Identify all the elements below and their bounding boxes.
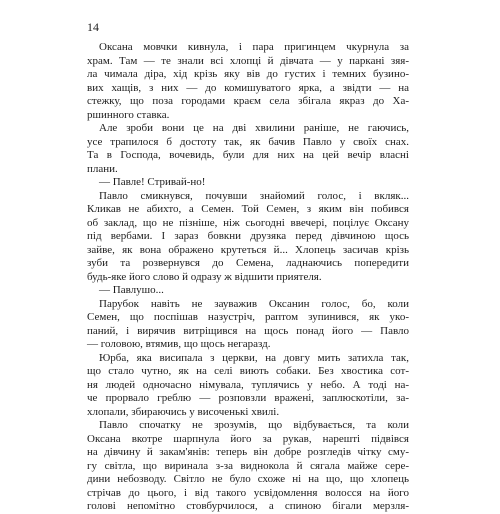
text-line: плани. xyxy=(87,162,118,175)
paragraph xyxy=(87,41,409,122)
text-line: хлопали, збираючись у височенькі хвилі. xyxy=(87,405,280,418)
text-line: — головою, втямив, що щось негаразд. xyxy=(87,338,271,350)
paragraph xyxy=(87,352,409,420)
text-line: — Павлушо... xyxy=(99,284,164,296)
text-line: Та в Господа, вочевидь, були для них на цей вечір власні xyxy=(87,149,409,161)
text-line: що стало чутно, як на селі виють собаки. Без хвостика сот- xyxy=(87,365,409,377)
page-number: 14 xyxy=(87,20,99,34)
paragraph xyxy=(87,190,409,285)
text-line: паний, і вирячив витріщився на щось понад його — Павло xyxy=(87,324,409,337)
text-line: голові непомітно стовбурчилося, а спиною бігали мерзля- xyxy=(87,500,409,512)
text-line: Павло смикнувся, почувши знайомий голос, і вкляк... xyxy=(99,189,409,202)
text-line: храм. Там — те знали всі хлопці й дівчата — у паркані зяя- xyxy=(87,54,409,67)
text-line: че прорвало греблю — розповзли вражені, заплюскотіли, за- xyxy=(87,392,409,404)
paragraph xyxy=(87,298,409,352)
paragraph xyxy=(87,122,409,176)
text-line: Павло спочатку не зрозумів, що відбувається, та коли xyxy=(99,419,409,431)
text-line: усе трапилося б достоту так, як бачив Павло у своїх снах. xyxy=(87,135,409,148)
paragraph xyxy=(87,284,409,298)
text-line: гу світла, що виринала з-за виднокола й сягала майже сере- xyxy=(87,459,409,472)
text-line: вих хащів, з них — до комишуватого ярка, а звідти — на xyxy=(87,81,409,94)
text-line: Кликав не абихто, а Семен. Той Семен, з яким він побився xyxy=(87,203,409,215)
text-line: Оксана мовчки кивнула, і пара пригинцем чкурнула за xyxy=(99,41,409,53)
paragraph xyxy=(87,419,409,514)
text-line: зайве, як вона ображено крутеться й... Хлопець засичав крізь xyxy=(87,243,409,256)
text-line: Юрба, яка висипала з церкви, на довгу мить затихла так, xyxy=(99,351,409,364)
text-line: ршинного ставка. xyxy=(87,108,170,121)
text-line: стежку, що поза городами краєм села збігала якраз до Ха- xyxy=(87,95,409,107)
text-line: дини небозводу. Світло не було схоже ні на що, що хлопець xyxy=(87,473,409,485)
text-line: об заклад, що не пізніше, ніж сьогодні ввечері, поцілує Оксану xyxy=(87,216,409,229)
text-line: Парубок навіть не зауважив Оксанин голос, бо, коли xyxy=(99,297,409,310)
paragraph xyxy=(87,176,409,190)
text-line: ла чимала діра, хід крізь яку вів до густих і темних бузино- xyxy=(87,68,409,80)
text-line: — Павле! Стривай-но! xyxy=(99,176,206,188)
text-line: стрічав до цього, і від такого усвідомлення волосся на його xyxy=(87,486,409,499)
text-line: ня людей одночасно німувала, туплячись у небо. А тоді на- xyxy=(87,378,409,391)
text-line: Але зроби вони це на дві хвилини раніше, не гаючись, xyxy=(99,122,409,134)
text-line: Оксана вкотре шарпнула його за рукав, нарешті підвівся xyxy=(87,432,409,445)
text-line: Семен, що поспішав назустріч, раптом зупинився, як уко- xyxy=(87,311,409,323)
text-line: будь-яке його слово й одразу ж відшити приятеля. xyxy=(87,270,322,283)
text-line: на дівчину й закам'янів: теперь він добре розгледів чітку сму- xyxy=(87,446,409,458)
body-text xyxy=(87,41,409,514)
text-line: зуби та розвернувся до Семена, ладнаючись попередити xyxy=(87,257,409,269)
text-line: під вербами. І зараз бовкни друзяка перед дівчиною щось xyxy=(87,230,409,242)
